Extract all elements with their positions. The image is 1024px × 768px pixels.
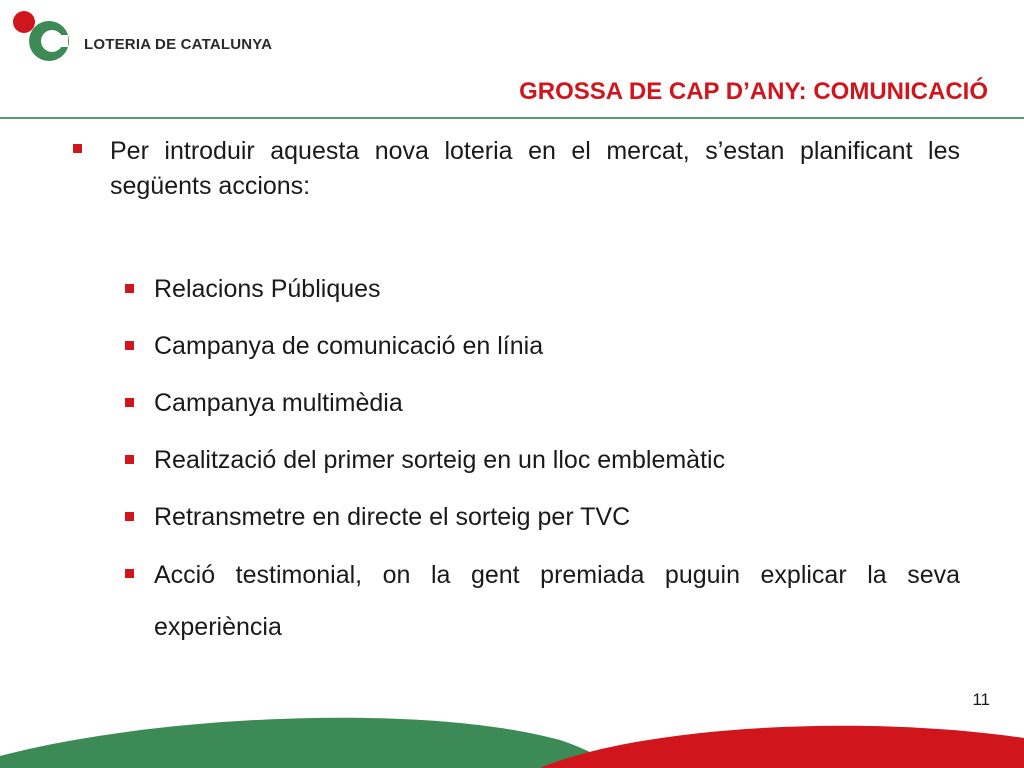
bullet-square-icon xyxy=(125,398,134,407)
page-number: 11 xyxy=(972,690,990,709)
intro-text: Per introduir aquesta nova loteria en el mercat, s’estan planificant les següents accions: xyxy=(110,137,960,200)
bullet-square-icon xyxy=(125,569,134,578)
list-item xyxy=(120,549,960,653)
list-item xyxy=(120,443,960,478)
footer-wave-decoration xyxy=(0,708,1024,768)
slide-title: GROSSA DE CAP D’ANY: COMUNICACIÓ xyxy=(519,78,988,105)
intro-bullet xyxy=(70,134,960,204)
list-item xyxy=(120,329,960,364)
bullet-square-icon xyxy=(125,341,134,350)
actions-list xyxy=(120,272,960,653)
bullet-square-icon xyxy=(125,512,134,521)
loteria-logo xyxy=(8,6,273,66)
list-item xyxy=(120,500,960,535)
logo-text: LOTERIA DE CATALUNYA xyxy=(84,36,273,53)
list-item-text: Acció testimonial, on la gent premiada puguin explicar la seva experiència xyxy=(154,561,960,641)
title-divider xyxy=(0,117,1024,119)
list-item-text: Campanya multimèdia xyxy=(154,389,403,417)
bullet-square-icon xyxy=(125,284,134,293)
bullet-square-icon xyxy=(125,455,134,464)
list-item-text: Realització del primer sorteig en un lloc emblemàtic xyxy=(154,446,726,474)
lc-logo-icon xyxy=(8,6,80,66)
bullet-square-icon xyxy=(73,144,82,153)
list-item-text: Relacions Públiques xyxy=(154,275,381,303)
list-item xyxy=(120,386,960,421)
list-item-text: Campanya de comunicació en línia xyxy=(154,332,544,360)
list-item-text: Retransmetre en directe el sorteig per TVC xyxy=(154,503,631,531)
slide-content xyxy=(70,134,960,675)
list-item xyxy=(120,272,960,307)
